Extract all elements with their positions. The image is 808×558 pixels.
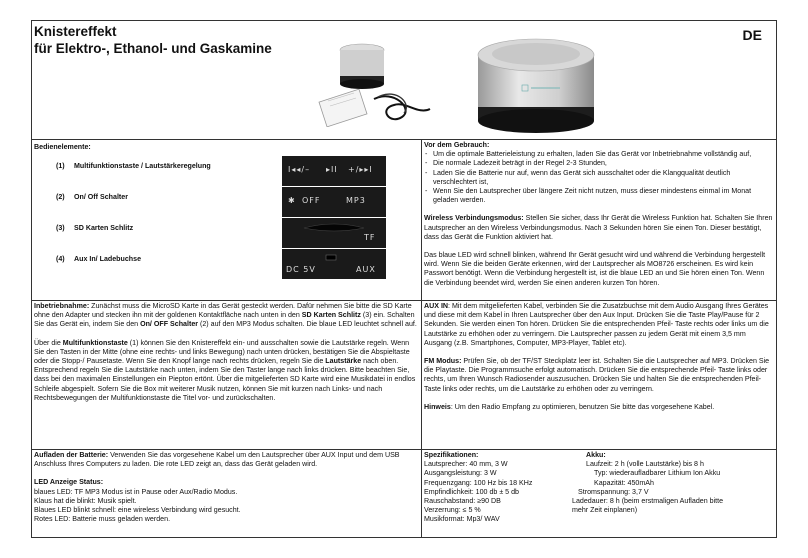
charge-label: Aufladen der Batterie:: [34, 451, 109, 459]
aux-paragraph: [424, 302, 774, 348]
switch-ref: On/ OFF Schalter: [140, 320, 199, 329]
fm-label: FM Modus:: [424, 357, 462, 366]
led-line: Klaus hat die blinkt: Musik spielt.: [34, 496, 137, 505]
start-paragraph-1: [34, 302, 419, 330]
battery-line: Typ: wiederaufladbarer Lithium Ion Akku: [594, 469, 721, 478]
wireless-label: Wireless Verbindungsmodus:: [424, 214, 524, 223]
list-item: - Wenn Sie den Lautsprecher über längere Zeit nicht nutzen, muss dieser mindestens einmal im Monat geladen werden.: [424, 187, 774, 205]
blink-paragraph: Das blaue LED wird schnell blinken, während Ihr Gerät gesucht wird und während die Verbindung hergestellt wird. Wenn Sie die beiden Geräte erkennen, wird der Lautsprecher als MO8726 erscheinen. Es wird kein Passwort benötigt. Wenn die Verbindung hergestellt ist, ist die blaue LED an und Sie hören einen Ton. Wenn die Verbindung beendet wird, werden Sie einen anderen kurzen Ton hören.: [424, 251, 766, 287]
hint-paragraph: [424, 403, 774, 412]
wireless-paragraph: [424, 214, 774, 242]
text-run: (3) ein. Schalten Sie das Gerät ein, indem Sie den: [34, 311, 415, 329]
charge-paragraph: [34, 451, 419, 469]
volume-ref: Lautstärke: [325, 357, 362, 366]
spec-line: Empfindlichkeit: 100 db ± 5 db: [424, 487, 519, 496]
sd-slot-photo: [282, 218, 386, 248]
usage-section: [424, 141, 774, 300]
charge-section: [34, 451, 419, 537]
spec-line: Lautsprecher: 40 mm, 3 W: [424, 460, 508, 469]
column-divider: [421, 140, 422, 538]
battery-line: mehr Zeit einplanen): [572, 506, 638, 515]
led-line: Blaues LED blinkt schnell: eine wireless Verbindung wird gesucht.: [34, 506, 241, 515]
battery-heading: Akku:: [586, 451, 606, 459]
wireless-text: Stellen Sie sicher, dass Ihr Gerät die Wireless Funktion hat. Schalten Sie Ihren Lautsprecher an den Wireless Verbindungsmodus. Nach 3 Sekunden hören Sie einen Ton. Dieser bestätigt, dass das Gerät die Funktion aktiviert hat.: [424, 214, 773, 241]
header-section: [32, 21, 776, 140]
port-shape: [282, 249, 386, 279]
play-pause-icon: ▸II: [326, 165, 338, 174]
dc-label: DC 5V: [286, 265, 316, 274]
control-number: (1): [56, 162, 65, 170]
mp3-label: MP3: [346, 196, 366, 205]
off-label: OFF: [302, 196, 321, 205]
multifunction-button-photo: [282, 156, 386, 186]
power-switch-photo: [282, 187, 386, 217]
start-label: Inbetriebnahme:: [34, 302, 90, 310]
text-run: Über die: [34, 338, 63, 347]
control-number: (3): [56, 224, 65, 232]
spec-line: Verzerrung: ≤ 5 %: [424, 506, 481, 515]
battery-line: Laufzeit: 2 h (volle Lautstärke) bis 8 h: [586, 460, 704, 469]
text-run: Zunächst muss die MicroSD Karte in das Gerät gesteckt werden. Dafür nehmen Sie bitte die SD Karte ohne den Adapter und stecken ihn mit der goldenen Kontaktfläche nach unten in den: [34, 302, 412, 320]
controls-heading: Bedienelemente:: [34, 143, 91, 151]
start-paragraph-2: [34, 339, 419, 403]
next-icon: +/▸▸I: [348, 165, 373, 174]
controls-section: [32, 140, 421, 301]
previous-icon: I◂◂/–: [288, 165, 311, 174]
control-label: Aux In/ Ladebuchse: [74, 255, 142, 263]
manual-page: [31, 20, 777, 538]
spec-line: Ausgangsleistung: 3 W: [424, 469, 497, 478]
page-title: [34, 23, 272, 57]
title-line-2: für Elektro-, Ethanol- und Gaskamine: [34, 41, 272, 56]
specs-section: [422, 451, 776, 537]
specs-heading: Spezifikationen:: [424, 451, 479, 459]
battery-column: [568, 451, 774, 515]
aux-port-photo: [282, 249, 386, 279]
hint-label: Hinweis: [424, 402, 451, 411]
aux-text: : Mit dem mitgelieferten Kabel, verbinden Sie die Zusatzbuchse mit dem Audio Ausgang Ihres Gerätes und diese mit dem Kabel in Ihren Lautsprecher über den Aux Input. Drücken Sie die Taste Play/Pause für 2 Sekunden. Sie werden einen Ton hören. Drücken Sie die entsprechenden Pfeil- Taste rechts oder links um die Lautstärke zu erhöhen oder zu verringern. Die Lautsprecher passen zu jedem Gerät mit einem 3,5 mm Ausgang (z.B. Smartphones, Computer, MP3-Player, Tablet etc).: [424, 302, 769, 347]
battery-line: Stromspannung: 3,7 V: [578, 487, 649, 496]
bluetooth-icon: ✱: [288, 196, 296, 205]
battery-line: Kapazität: 450mAh: [594, 478, 654, 487]
hint-text: : Um den Radio Empfang zu optimieren, benutzen Sie bitte das vorgesehene Kabel.: [450, 402, 715, 411]
aux-label: AUX: [356, 265, 376, 274]
list-item: - Um die optimale Batterieleistung zu erhalten, laden Sie das Gerät vor Inbetriebnahme vollständig auf,: [424, 150, 774, 159]
spec-line: Frequenzgang: 100 Hz bis 18 KHz: [424, 478, 533, 487]
aux-label: AUX IN: [424, 302, 449, 310]
specs-column: [424, 451, 584, 525]
control-item: [32, 249, 420, 279]
usage-list: [424, 150, 774, 205]
spec-line: Musikformat: Mp3/ WAV: [424, 515, 500, 524]
control-label: On/ Off Schalter: [74, 193, 128, 201]
control-number: (2): [56, 193, 65, 201]
control-item: [32, 187, 420, 217]
list-item: - Die normale Ladezeit beträgt in der Regel 2-3 Stunden,: [424, 159, 774, 168]
sd-slot-ref: SD Karten Schlitz: [301, 311, 361, 320]
usage-heading: Vor dem Gebrauch:: [424, 141, 490, 149]
led-line: Rotes LED: Batterie muss geladen werden.: [34, 515, 171, 524]
spec-line: Rauschabstand: ≥90 DB: [424, 497, 501, 506]
multifunction-ref: Multifunktionstaste: [62, 338, 128, 347]
control-number: (4): [56, 255, 65, 263]
fm-text: Prüfen Sie, ob der TF/ST Steckplatz leer ist. Schalten Sie die Lautsprecher auf MP3. Drücken Sie die Playtaste. Die Programmsuche erfolgt automatisch. Drücken Sie die entsprechende Pfeil- Taste links oder rechts, um Ihren Wunsch Radiosender auszusuchen. Drücken Sie und halten Sie die entsprechenden Pfeil- Taste links oder rechts, um die Lautstärke zu erhöhen oder zu verringern.: [424, 357, 770, 393]
control-label: Multifunktionstaste / Lautstärkeregelung: [74, 162, 211, 170]
charge-text: Verwenden Sie das vorgesehene Kabel um den Lautsprecher über AUX Input und dem USB Anschluss Ihres Computers zu laden. Die rote LED zeigt an, dass das Gerät geladen wird.: [34, 451, 400, 469]
control-item: [32, 156, 420, 186]
control-label: SD Karten Schlitz: [74, 224, 134, 232]
text-run: (1) können Sie den Knistereffekt ein- und ausschalten sowie die Lautstärke regeln. Wenn Sie den Tasten in der Mitte (ohne eine rechts- und links Bewegung) nach unten drücken, bestätigen Sie die Abspieltaste oder die Stopp-/ Pausetaste. Wenn Sie den Knopf lange nach rechts drücken, regeln Sie die: [34, 338, 410, 366]
start-section: [34, 302, 419, 449]
language-code: DE: [742, 27, 762, 43]
title-line-1: Knistereffekt: [34, 24, 117, 39]
battery-line: Ladedauer: 8 h (beim erstmaligen Aufladen bitte: [572, 497, 724, 506]
aux-section: [424, 302, 774, 449]
text-run: nach oben. Entsprechend regeln Sie die Lautstärke nach unten, indem Sie den Taster lange nach links drücken. Bitte beachten Sie, dass bei den maximalen Einstellungen ein Piepton ertönt. Über die mitgelieferten SD Karte wird eine Musikdatei in endlos Schleife abgespielt. Sofern Sie die Box mit weiterer Musik nutzen, können Sie mit kurzen nach Links- und nach Rechtsbewegungen der Multifunktionstaste die Titel vor- und zurückschalten.: [34, 357, 416, 402]
led-heading: LED Anzeige Status:: [34, 478, 104, 487]
control-item: [32, 218, 420, 248]
text-run: (2) auf den MP3 Modus schalten. Die blaue LED leuchtet schnell auf.: [198, 320, 417, 329]
tf-label: TF: [364, 233, 376, 242]
speaker-image: [464, 33, 608, 137]
product-package-image: [294, 39, 442, 127]
fm-paragraph: [424, 357, 774, 394]
list-item: - Laden Sie die Batterie nur auf, wenn das Gerät sich ausschaltet oder die Klangqualität deutlich verschlechtert ist,: [424, 169, 774, 187]
led-line: blaues LED: TF MP3 Modus ist in Pause oder Aux/Radio Modus.: [34, 487, 238, 496]
